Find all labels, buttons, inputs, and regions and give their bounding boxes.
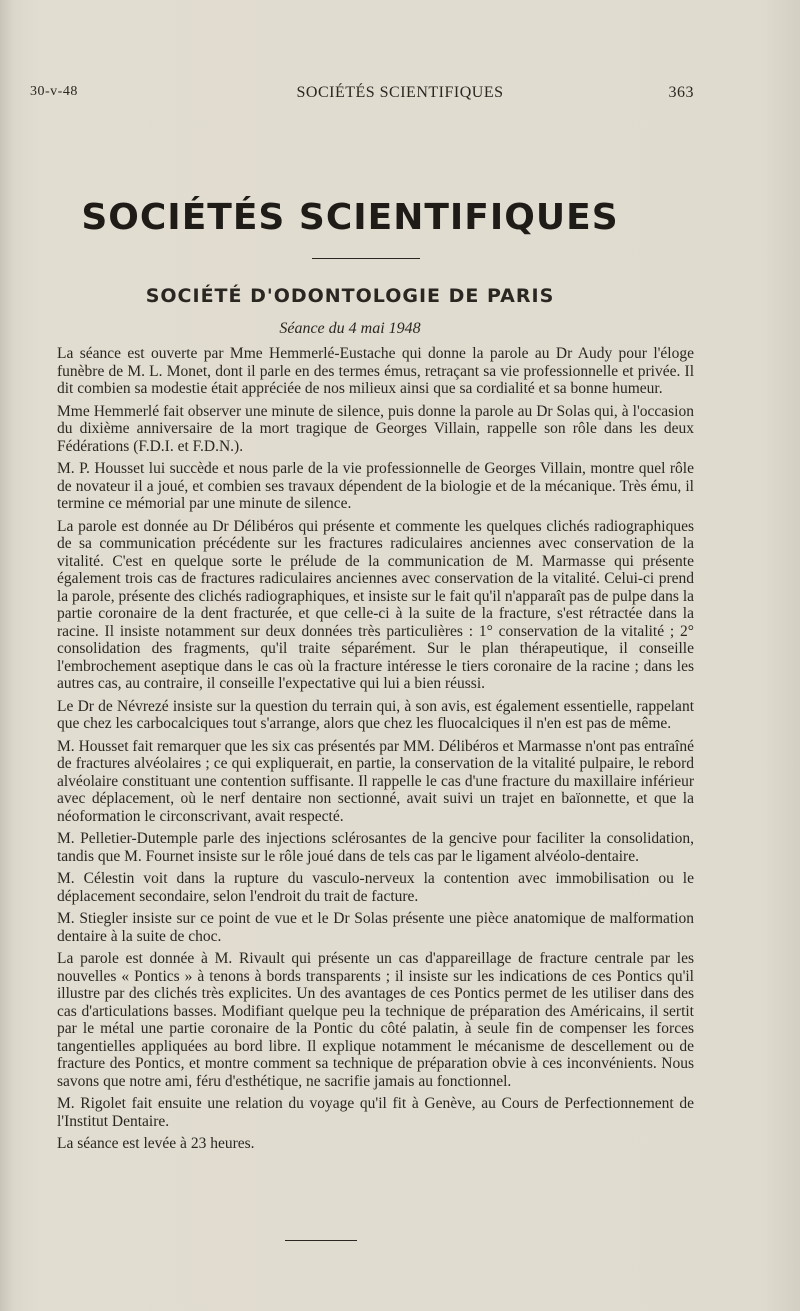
- paragraph: La séance est levée à 23 heures.: [57, 1135, 255, 1152]
- session-date: Séance du 4 mai 1948: [279, 320, 421, 337]
- paragraph: Le Dr de Névrezé insiste sur la question du terrain qui, à son avis, est également essentielle, rappelant que chez les carbocalciques tout s'arrange, alors que chez les fluocalciques il n'en est pas de même.: [57, 697, 694, 732]
- issue-date: 30-v-48: [30, 84, 78, 99]
- paragraph: M. Célestin voit dans la rupture du vasculo-nerveux la contention avec immobilisation ou le déplacement secondaire, selon l'endroit du trait de facture.: [57, 870, 694, 905]
- paragraph: La parole est donnée au Dr Délibéros qui présente et commente les quelques clichés radiographiques de sa communication précédente sur les fractures radiculaires anciennes avec conservation de la vitalité. C'est en quelque sorte le prélude de la communication de M. Marmasse qui présente également trois cas de fractures radiculaires anciennes avec conservation de la vitalité. Celui-ci prend la parole, présente des clichés radiographiques, et insiste sur le fait qu'il n'apparaît pas de pulpe dans la partie coronaire de la dent fracturée, et que celle-ci à la suite de la fracture, s'est rétractée dans la racine. Il insiste notamment sur deux données très particulières : 1° conservation de la vitalité ; 2° consolidation des fragments, qu'il traite séparément. Sur le plan thérapeutique, il conseille l'embrochement aseptique dans le cas où la fracture intéresse le tiers coronaire de la racine ; dans les autres cas, au contraire, il conseille l'expectative qui lui a bien réussi.: [57, 517, 694, 692]
- paragraph: La séance est ouverte par Mme Hemmerlé-Eustache qui donne la parole au Dr Audy pour l'éloge funèbre de M. L. Monet, dont il parle en des termes émus, retraçant sa vie professionnelle et privée. Il dit combien sa modestie était appréciée de nos milieux ainsi que sa cordialité et sa bonne humeur.: [57, 345, 694, 397]
- running-title: SOCIÉTÉS SCIENTIFIQUES: [296, 84, 504, 101]
- paragraph: La parole est donnée à M. Rivault qui présente un cas d'appareillage de fracture centrale par les nouvelles « Pontics » à tenons à bords transparents ; il insiste sur les indications de ces Pontics qu'il illustre par des clichés très explicites. Un des avantages de ces Pontics permet de les utiliser dans des cas d'articulations basses. Modifiant quelque peu la technique de préparation des Américains, il sertit par le métal une partie coronaire de la Pontic du côté palatin, à seule fin de compenser les forces tangentielles appliquées au bord libre. Il explique notamment le mécanisme de descellement ou de fracture des Pontics, et montre comment sa technique de préparation obvie à ces inconvénients. Nous savons que notre ami, féru d'esthétique, ne sacrifie jamais au fonctionnel.: [57, 950, 694, 1090]
- page-number: 363: [668, 84, 694, 101]
- article-body: [57, 345, 694, 1158]
- end-divider: [285, 1240, 357, 1241]
- section-title: SOCIÉTÉS SCIENTIFIQUES: [81, 197, 619, 238]
- paragraph: M. Housset fait remarquer que les six cas présentés par MM. Délibéros et Marmasse n'ont pas entraîné de fractures alvéolaires ; ce qui expliquerait, en partie, la conservation de la vitalité pulpaire, le rebord alvéolaire constituant une contention suffisante. Il rappelle le cas d'une fracture du maxillaire inférieur avec déplacement, où le nerf dentaire non sectionné, avait suivi un trajet en baïonnette, et que la néoformation le circonscrivant, avait respecté.: [57, 737, 694, 825]
- paragraph: M. P. Housset lui succède et nous parle de la vie professionnelle de Georges Villain, montre quel rôle de novateur il a joué, et combien ses travaux dépendent de la biologie et de la mécanique. Très ému, il termine ce mémorial par une minute de silence.: [57, 460, 694, 512]
- society-heading: SOCIÉTÉ D'ODONTOLOGIE DE PARIS: [145, 285, 555, 307]
- paragraph: M. Pelletier-Dutemple parle des injections sclérosantes de la gencive pour faciliter la consolidation, tandis que M. Fournet insiste sur le rôle joué dans de tels cas par le ligament alvéolo-dentaire.: [57, 830, 694, 865]
- paragraph: Mme Hemmerlé fait observer une minute de silence, puis donne la parole au Dr Solas qui, à l'occasion du dixième anniversaire de la mort tragique de Georges Villain, rappelle son rôle dans les deux Fédérations (F.D.I. et F.D.N.).: [57, 402, 694, 455]
- title-divider: [312, 258, 420, 259]
- running-head: [0, 84, 800, 106]
- paragraph: M. Stiegler insiste sur ce point de vue et le Dr Solas présente une pièce anatomique de malformation dentaire à la suite de choc.: [57, 910, 694, 945]
- paragraph: M. Rigolet fait ensuite une relation du voyage qu'il fit à Genève, au Cours de Perfectionnement de l'Institut Dentaire.: [57, 1095, 694, 1130]
